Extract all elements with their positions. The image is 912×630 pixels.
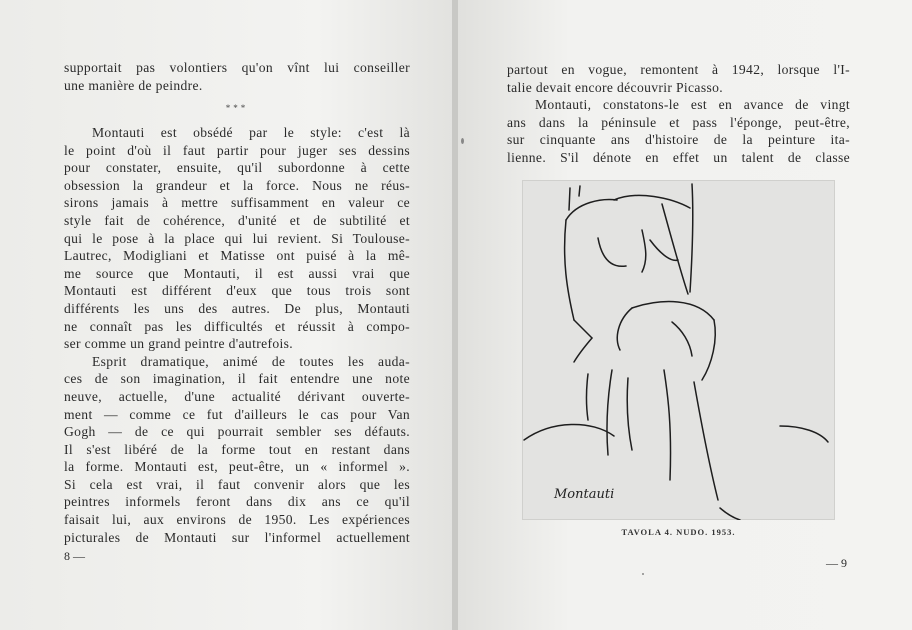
text-line: Montauti est différent d'eux que tous trois sont [64,283,410,299]
text-line: ces de son imagination, il fait entendre une note [64,371,410,387]
left-page-text [64,59,410,94]
book-gutter [452,0,458,630]
text-line: qui le pose à la place qui lui revient. Si Toulouse- [64,230,410,246]
text-line: neuve, actuelle, d'une actualité dérivant ouverte- [64,388,410,404]
print-speck [642,573,644,575]
text-line: talie devait encore découvrir Picasso. [507,79,723,95]
text-line: faisait lui, aux environs de 1950. Les expériences [64,512,410,528]
plate-caption: TAVOLA 4. NUDO. 1953. [621,527,736,537]
text-line: le point d'où il faut partir pour juger ses dessins [64,142,410,158]
text-line: Il s'est libéré de la forme tout en restant dans [64,441,410,457]
left-page-paragraph-1 [64,124,410,546]
text-line: sirons jamais à mettre suffisamment en valeur ce [64,195,410,211]
text-line: Esprit dramatique, animé de toutes les auda- [92,353,410,369]
text-line: picturales de Montauti sur l'informel actuellement [64,529,410,545]
section-separator: *** [225,103,249,113]
text-line: Montauti, constatons-le est en avance de vingt [535,97,850,113]
text-line: sur cinquante ans d'histoire de la peinture ita- [507,132,850,148]
text-line: Montauti est obsédé par le style: c'est là [92,125,410,140]
text-line: Lautrec, Modigliani et Matisse ont puisé à la mê- [64,248,410,264]
text-line: ser comme un grand peintre d'autrefois. [64,336,293,352]
text-line: pour constater, ensuite, qu'il subordonne à cette [64,160,410,176]
text-line: la forme. Montauti est, peut-être, un « informel ». [64,459,410,475]
text-line: supportait pas volontiers qu'on vînt lui conseiller [64,60,410,75]
text-line: style fait de cohérence, d'unité et de subtilité et [64,212,410,228]
page-number-left: 8 — [64,549,85,563]
page-number-right: — 9 [826,556,847,570]
text-line: différents les uns des autres. De plus, Montauti [64,300,410,316]
text-line: une manière de peindre. [64,77,203,93]
text-line: ans dans la péninsule et pass l'éponge, peut-être, [507,114,850,130]
nude-line-drawing [522,180,835,520]
text-line: Si cela est vrai, il faut convenir alors que les [64,476,410,492]
text-line: Gogh — de ce qui pourrait sembler ses défauts. [64,424,410,440]
artist-signature: Montauti [554,487,615,502]
nude-drawing-plate [522,180,835,520]
text-line: ne connaît pas les difficultés et réussit à compo- [64,318,410,334]
text-line: ment — comme ce fut d'ailleurs le cas pour Van [64,406,410,422]
text-line: partout en vogue, remontent à 1942, lorsque l'I- [507,62,850,77]
print-speck [461,138,464,144]
text-line: obsession la grandeur et la force. Nous ne réus- [64,177,410,193]
right-page-text [507,61,850,167]
text-line: peintres informels feront dans dix ans ce qu'il [64,494,410,510]
text-line: me source que Montauti, il est aussi vrai que [64,265,410,281]
text-line: lienne. S'il dénote en effet un talent de classe [507,149,850,165]
